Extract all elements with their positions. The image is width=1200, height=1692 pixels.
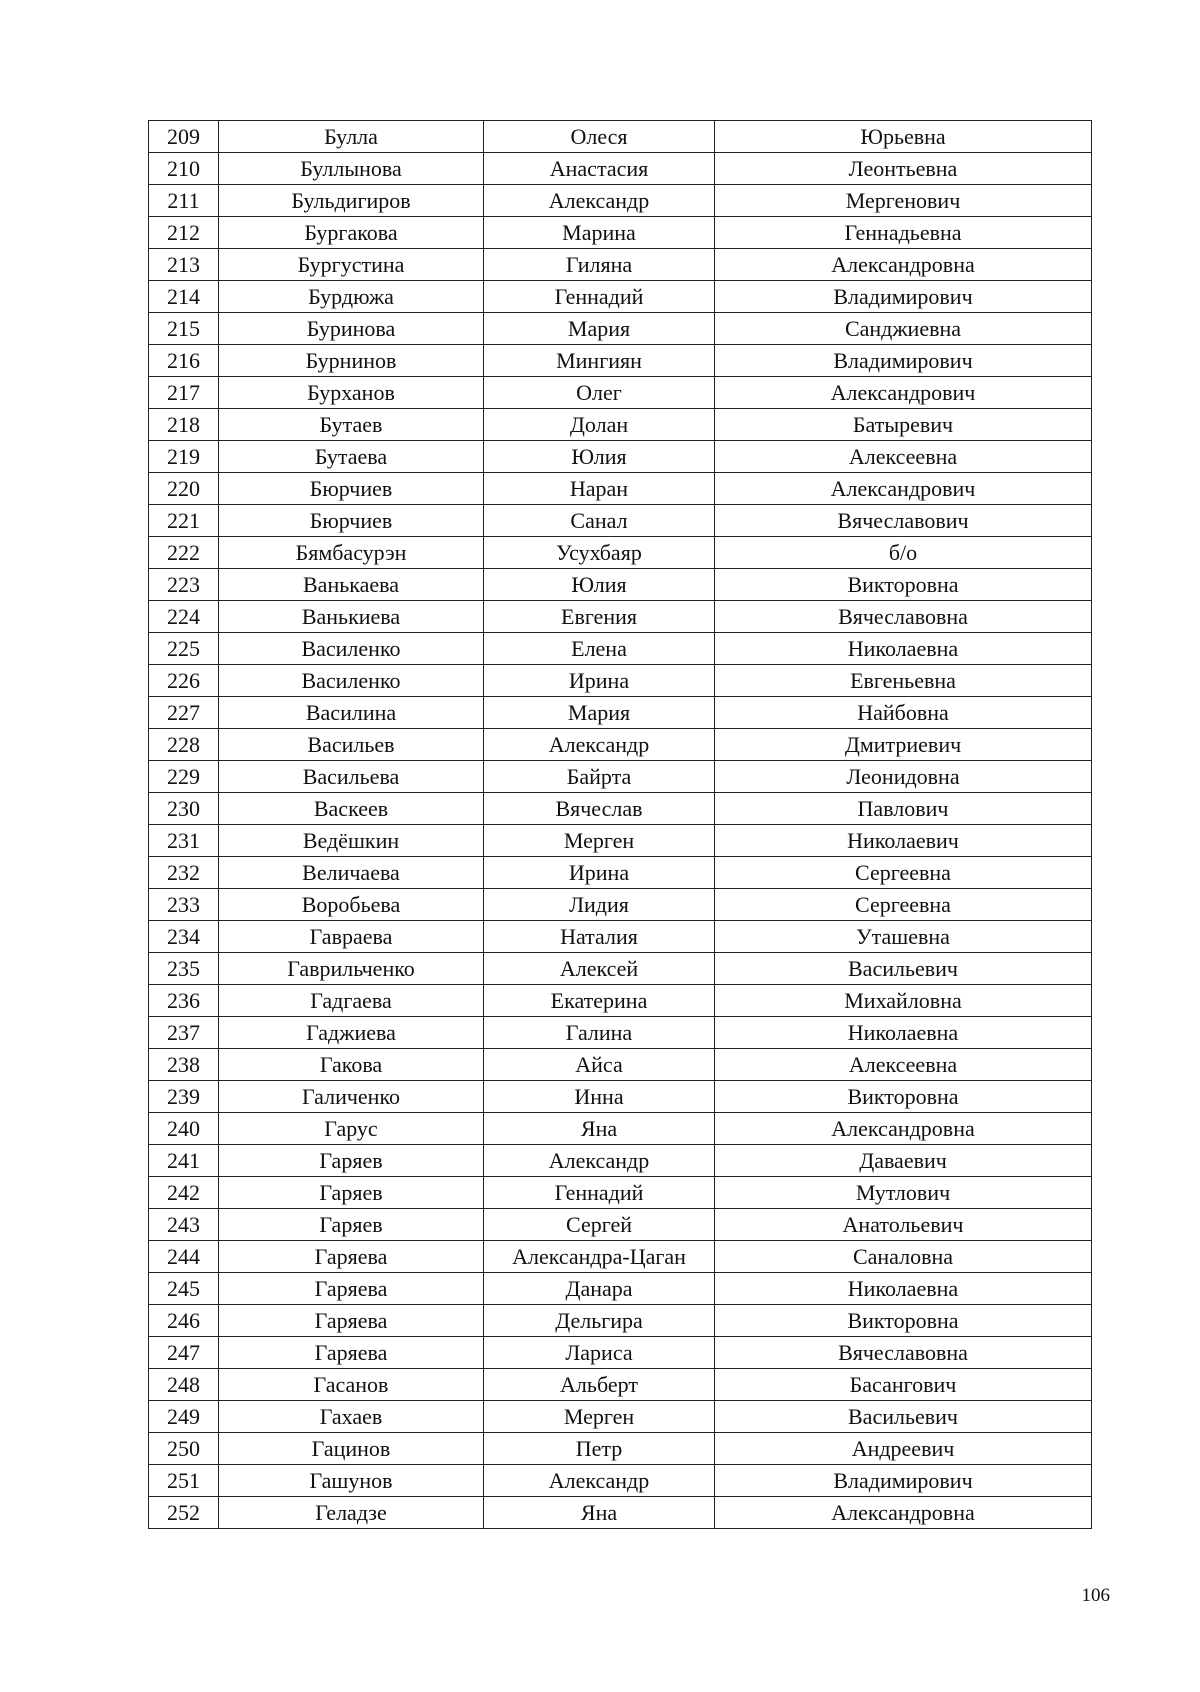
table-row: [149, 281, 1092, 313]
row-number-cell: 250: [149, 1433, 219, 1465]
row-number-cell: 222: [149, 537, 219, 569]
first-name-cell: Екатерина: [484, 985, 715, 1017]
patronymic-cell: Васильевич: [715, 953, 1092, 985]
patronymic-cell: Михайловна: [715, 985, 1092, 1017]
last-name-cell: Гацинов: [219, 1433, 484, 1465]
table-row: [149, 249, 1092, 281]
patronymic-cell: Даваевич: [715, 1145, 1092, 1177]
table-row: [149, 1017, 1092, 1049]
last-name-cell: Бурдюжа: [219, 281, 484, 313]
row-number-cell: 242: [149, 1177, 219, 1209]
table-row: [149, 633, 1092, 665]
table-row: [149, 1081, 1092, 1113]
last-name-cell: Бульдигиров: [219, 185, 484, 217]
table-row: [149, 1273, 1092, 1305]
last-name-cell: Гаряев: [219, 1145, 484, 1177]
row-number-cell: 224: [149, 601, 219, 633]
patronymic-cell: Сергеевна: [715, 889, 1092, 921]
row-number-cell: 247: [149, 1337, 219, 1369]
row-number-cell: 218: [149, 409, 219, 441]
table-row: [149, 505, 1092, 537]
last-name-cell: Гавраева: [219, 921, 484, 953]
first-name-cell: Ирина: [484, 857, 715, 889]
row-number-cell: 228: [149, 729, 219, 761]
table-row: [149, 121, 1092, 153]
row-number-cell: 239: [149, 1081, 219, 1113]
first-name-cell: Лидия: [484, 889, 715, 921]
last-name-cell: Бургустина: [219, 249, 484, 281]
row-number-cell: 212: [149, 217, 219, 249]
last-name-cell: Бутаев: [219, 409, 484, 441]
last-name-cell: Бургакова: [219, 217, 484, 249]
patronymic-cell: Вячеславович: [715, 505, 1092, 537]
first-name-cell: Александр: [484, 1465, 715, 1497]
last-name-cell: Гаряева: [219, 1337, 484, 1369]
first-name-cell: Байрта: [484, 761, 715, 793]
patronymic-cell: Николаевна: [715, 1273, 1092, 1305]
table-row: [149, 1369, 1092, 1401]
table-row: [149, 345, 1092, 377]
names-table: [148, 120, 1092, 1529]
first-name-cell: Мария: [484, 697, 715, 729]
table-row: [149, 217, 1092, 249]
row-number-cell: 219: [149, 441, 219, 473]
last-name-cell: Ванькаева: [219, 569, 484, 601]
last-name-cell: Василенко: [219, 633, 484, 665]
table-row: [149, 729, 1092, 761]
table-row: [149, 793, 1092, 825]
first-name-cell: Галина: [484, 1017, 715, 1049]
table-row: [149, 985, 1092, 1017]
row-number-cell: 237: [149, 1017, 219, 1049]
patronymic-cell: Геннадьевна: [715, 217, 1092, 249]
last-name-cell: Бюрчиев: [219, 473, 484, 505]
patronymic-cell: Николаевна: [715, 633, 1092, 665]
table-row: [149, 665, 1092, 697]
first-name-cell: Айса: [484, 1049, 715, 1081]
last-name-cell: Бутаева: [219, 441, 484, 473]
table-row: [149, 1337, 1092, 1369]
page-number: 106: [1081, 1585, 1110, 1606]
last-name-cell: Гаряева: [219, 1273, 484, 1305]
last-name-cell: Величаева: [219, 857, 484, 889]
row-number-cell: 211: [149, 185, 219, 217]
row-number-cell: 229: [149, 761, 219, 793]
table-row: [149, 825, 1092, 857]
table-row: [149, 569, 1092, 601]
table-row: [149, 1177, 1092, 1209]
last-name-cell: Гашунов: [219, 1465, 484, 1497]
last-name-cell: Гаряева: [219, 1305, 484, 1337]
last-name-cell: Ванькиева: [219, 601, 484, 633]
row-number-cell: 216: [149, 345, 219, 377]
patronymic-cell: Анатольевич: [715, 1209, 1092, 1241]
row-number-cell: 240: [149, 1113, 219, 1145]
table-row: [149, 1145, 1092, 1177]
first-name-cell: Геннадий: [484, 1177, 715, 1209]
row-number-cell: 210: [149, 153, 219, 185]
table-row: [149, 1465, 1092, 1497]
table-row: [149, 953, 1092, 985]
row-number-cell: 252: [149, 1497, 219, 1529]
patronymic-cell: Викторовна: [715, 1305, 1092, 1337]
patronymic-cell: Вячеславовна: [715, 601, 1092, 633]
patronymic-cell: Александровна: [715, 1497, 1092, 1529]
patronymic-cell: Владимирович: [715, 1465, 1092, 1497]
last-name-cell: Бурнинов: [219, 345, 484, 377]
table-row: [149, 1049, 1092, 1081]
row-number-cell: 238: [149, 1049, 219, 1081]
row-number-cell: 209: [149, 121, 219, 153]
table-row: [149, 441, 1092, 473]
table-row: [149, 185, 1092, 217]
row-number-cell: 236: [149, 985, 219, 1017]
row-number-cell: 248: [149, 1369, 219, 1401]
table-row: [149, 1209, 1092, 1241]
table-row: [149, 377, 1092, 409]
first-name-cell: Лариса: [484, 1337, 715, 1369]
patronymic-cell: Павлович: [715, 793, 1092, 825]
row-number-cell: 245: [149, 1273, 219, 1305]
row-number-cell: 232: [149, 857, 219, 889]
first-name-cell: Наталия: [484, 921, 715, 953]
first-name-cell: Инна: [484, 1081, 715, 1113]
first-name-cell: Олег: [484, 377, 715, 409]
last-name-cell: Васильева: [219, 761, 484, 793]
patronymic-cell: б/о: [715, 537, 1092, 569]
first-name-cell: Вячеслав: [484, 793, 715, 825]
patronymic-cell: Найбовна: [715, 697, 1092, 729]
last-name-cell: Ведёшкин: [219, 825, 484, 857]
patronymic-cell: Мутлович: [715, 1177, 1092, 1209]
last-name-cell: Булла: [219, 121, 484, 153]
row-number-cell: 227: [149, 697, 219, 729]
patronymic-cell: Викторовна: [715, 1081, 1092, 1113]
row-number-cell: 241: [149, 1145, 219, 1177]
first-name-cell: Александр: [484, 729, 715, 761]
patronymic-cell: Алексеевна: [715, 1049, 1092, 1081]
row-number-cell: 243: [149, 1209, 219, 1241]
table-row: [149, 1241, 1092, 1273]
patronymic-cell: Алексеевна: [715, 441, 1092, 473]
patronymic-cell: Васильевич: [715, 1401, 1092, 1433]
first-name-cell: Анастасия: [484, 153, 715, 185]
row-number-cell: 246: [149, 1305, 219, 1337]
table-row: [149, 921, 1092, 953]
last-name-cell: Гаряева: [219, 1241, 484, 1273]
patronymic-cell: Юрьевна: [715, 121, 1092, 153]
first-name-cell: Александра-Цаган: [484, 1241, 715, 1273]
first-name-cell: Петр: [484, 1433, 715, 1465]
row-number-cell: 221: [149, 505, 219, 537]
first-name-cell: Дельгира: [484, 1305, 715, 1337]
patronymic-cell: Вячеславовна: [715, 1337, 1092, 1369]
first-name-cell: Юлия: [484, 441, 715, 473]
table-row: [149, 1401, 1092, 1433]
table-row: [149, 1305, 1092, 1337]
patronymic-cell: Александровна: [715, 249, 1092, 281]
row-number-cell: 226: [149, 665, 219, 697]
first-name-cell: Мария: [484, 313, 715, 345]
patronymic-cell: Владимирович: [715, 345, 1092, 377]
patronymic-cell: Викторовна: [715, 569, 1092, 601]
row-number-cell: 231: [149, 825, 219, 857]
last-name-cell: Гасанов: [219, 1369, 484, 1401]
last-name-cell: Бюрчиев: [219, 505, 484, 537]
first-name-cell: Мингиян: [484, 345, 715, 377]
last-name-cell: Галиченко: [219, 1081, 484, 1113]
first-name-cell: Санал: [484, 505, 715, 537]
last-name-cell: Гаврильченко: [219, 953, 484, 985]
last-name-cell: Геладзе: [219, 1497, 484, 1529]
first-name-cell: Яна: [484, 1113, 715, 1145]
row-number-cell: 233: [149, 889, 219, 921]
patronymic-cell: Александрович: [715, 377, 1092, 409]
patronymic-cell: Андреевич: [715, 1433, 1092, 1465]
table-row: [149, 153, 1092, 185]
last-name-cell: Гарус: [219, 1113, 484, 1145]
first-name-cell: Алексей: [484, 953, 715, 985]
last-name-cell: Бямбасурэн: [219, 537, 484, 569]
table-row: [149, 1113, 1092, 1145]
patronymic-cell: Александровна: [715, 1113, 1092, 1145]
first-name-cell: Юлия: [484, 569, 715, 601]
first-name-cell: Геннадий: [484, 281, 715, 313]
last-name-cell: Гахаев: [219, 1401, 484, 1433]
row-number-cell: 234: [149, 921, 219, 953]
first-name-cell: Евгения: [484, 601, 715, 633]
first-name-cell: Мерген: [484, 825, 715, 857]
row-number-cell: 213: [149, 249, 219, 281]
table-row: [149, 697, 1092, 729]
table-row: [149, 409, 1092, 441]
table-row: [149, 1497, 1092, 1529]
last-name-cell: Васкеев: [219, 793, 484, 825]
first-name-cell: Олеся: [484, 121, 715, 153]
table-row: [149, 857, 1092, 889]
row-number-cell: 225: [149, 633, 219, 665]
last-name-cell: Гаряев: [219, 1209, 484, 1241]
row-number-cell: 214: [149, 281, 219, 313]
last-name-cell: Буринова: [219, 313, 484, 345]
table-row: [149, 761, 1092, 793]
row-number-cell: 215: [149, 313, 219, 345]
last-name-cell: Василенко: [219, 665, 484, 697]
last-name-cell: Гадгаева: [219, 985, 484, 1017]
last-name-cell: Васильев: [219, 729, 484, 761]
first-name-cell: Александр: [484, 1145, 715, 1177]
patronymic-cell: Леонидовна: [715, 761, 1092, 793]
first-name-cell: Яна: [484, 1497, 715, 1529]
patronymic-cell: Николаевич: [715, 825, 1092, 857]
first-name-cell: Долан: [484, 409, 715, 441]
row-number-cell: 251: [149, 1465, 219, 1497]
patronymic-cell: Владимирович: [715, 281, 1092, 313]
patronymic-cell: Леонтьевна: [715, 153, 1092, 185]
last-name-cell: Гакова: [219, 1049, 484, 1081]
patronymic-cell: Дмитриевич: [715, 729, 1092, 761]
first-name-cell: Гиляна: [484, 249, 715, 281]
table-row: [149, 473, 1092, 505]
table-row: [149, 601, 1092, 633]
patronymic-cell: Сергеевна: [715, 857, 1092, 889]
names-table-body: [149, 121, 1092, 1529]
first-name-cell: Марина: [484, 217, 715, 249]
last-name-cell: Гаряев: [219, 1177, 484, 1209]
first-name-cell: Сергей: [484, 1209, 715, 1241]
row-number-cell: 249: [149, 1401, 219, 1433]
patronymic-cell: Уташевна: [715, 921, 1092, 953]
patronymic-cell: Басангович: [715, 1369, 1092, 1401]
row-number-cell: 244: [149, 1241, 219, 1273]
last-name-cell: Воробьева: [219, 889, 484, 921]
patronymic-cell: Саналовна: [715, 1241, 1092, 1273]
row-number-cell: 230: [149, 793, 219, 825]
patronymic-cell: Санджиевна: [715, 313, 1092, 345]
row-number-cell: 220: [149, 473, 219, 505]
first-name-cell: Александр: [484, 185, 715, 217]
table-row: [149, 537, 1092, 569]
table-row: [149, 1433, 1092, 1465]
last-name-cell: Буллынова: [219, 153, 484, 185]
table-row: [149, 889, 1092, 921]
row-number-cell: 217: [149, 377, 219, 409]
row-number-cell: 235: [149, 953, 219, 985]
patronymic-cell: Мергенович: [715, 185, 1092, 217]
first-name-cell: Данара: [484, 1273, 715, 1305]
patronymic-cell: Александрович: [715, 473, 1092, 505]
last-name-cell: Бурханов: [219, 377, 484, 409]
patronymic-cell: Батыревич: [715, 409, 1092, 441]
first-name-cell: Наран: [484, 473, 715, 505]
first-name-cell: Мерген: [484, 1401, 715, 1433]
first-name-cell: Альберт: [484, 1369, 715, 1401]
last-name-cell: Гаджиева: [219, 1017, 484, 1049]
patronymic-cell: Евгеньевна: [715, 665, 1092, 697]
first-name-cell: Усухбаяр: [484, 537, 715, 569]
row-number-cell: 223: [149, 569, 219, 601]
first-name-cell: Ирина: [484, 665, 715, 697]
first-name-cell: Елена: [484, 633, 715, 665]
patronymic-cell: Николаевна: [715, 1017, 1092, 1049]
table-row: [149, 313, 1092, 345]
last-name-cell: Василина: [219, 697, 484, 729]
